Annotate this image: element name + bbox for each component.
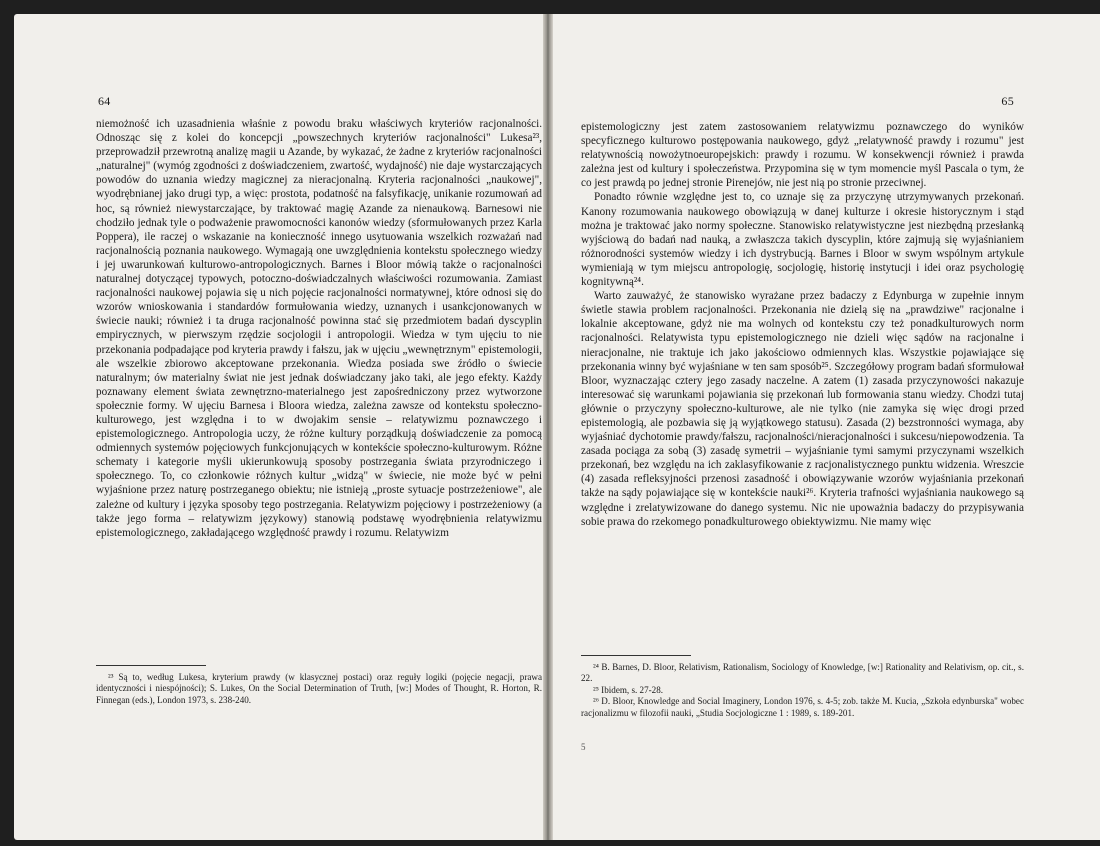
left-page-body: [96, 117, 542, 540]
right-page-body: [581, 120, 1024, 529]
footnote-separator-left: [96, 665, 206, 666]
right-paragraph-2: Ponadto równie względne jest to, co uznaje się za przyczynę utrzymywanych przekonań. Kanony rozumowania naukowego obowiązują w danej kulturze i okresie historycznym i stąd można je traktować jako normy społeczne. Stanowisko relatywistyczne jest niezbędną przesłanką wyjściową do badań nad nauką, a zwłaszcza takich dyscyplin, które zajmują się wyjaśnianiem różnorodności systemów wiedzy i ich dystrybucją. Barnes i Bloor w swym wspólnym artykule wymieniają w tym miejscu antropologię, socjologię, historię instytucji i idei oraz psychologię kognitywną²⁴.: [581, 191, 1024, 289]
page-number-right: 65: [1001, 94, 1014, 108]
footnote-24: ²⁴ B. Barnes, D. Bloor, Relativism, Rationalism, Sociology of Knowledge, [w:] Rationality and Relativism, op. cit., s. 22.: [581, 662, 1024, 684]
footnote-23: ²³ Są to, według Lukesa, kryterium prawdy (w klasycznej postaci) oraz reguły logiki (pojęcie negacji, prawa identyczności i niespójności); S. Lukes, On the Social Determination of Truth, [w:] Modes of Thought, R. Horton, R. Finnegan (eds.), London 1973, s. 238-240.: [96, 672, 542, 705]
page-number-left: 64: [98, 94, 111, 108]
right-paragraph-1: epistemologiczny jest zatem zastosowaniem relatywizmu poznawczego do wyników specyficznego kulturowo postępowania naukowego, gdyż „relatywność prawdy i rozumu" jest relatywnością nowożytnoeuropejskich: prawdy i rozumu. W konsekwencji również i prawda zależna jest od kultury i społeczeństwa. Przypomina się w tym momencie myśl Pascala o tym, że co jest prawdą po jednej stronie Pirenejów, nie jest nią po stronie przeciwnej.: [581, 121, 1024, 190]
right-paragraph-3: Warto zauważyć, że stanowisko wyrażane przez badaczy z Edynburga w zupełnie innym świetle stawia problem racjonalności. Przekonania nie dzielą się na „prawdziwe" racjonalne i lokalnie akceptowane, gdyż nie ma wolnych od kontekstu czy też ponadkulturowych norm racjonalności. Relatywista typu epistemologicznego nie dzieli więc sądów na racjonalne i nieracjonalne, nie traktuje ich jako jakościowo odmiennych klas. Wszystkie pojawiające się przekonania winny być wyjaśniane w ten sam sposób²⁵. Szczegółowy program badań sformułował Bloor, wyznaczając cztery jego zasady naczelne. A zatem (1) zasada przyczynowości nakazuje interesować się warunkami pojawiania się przekonań lub formowania stanu wiedzy. Chodzi tutaj głównie o przyczyny społeczno-kulturowe, ale nie tylko (nie zamyka się więc drogi przed epistemologią, ale pozbawia się ją wyjątkowego statusu). Zasada (2) bezstronności wymaga, aby wyjaśniać dychotomie prawdy/fałszu, racjonalności/nieracjonalności i sukcesu/niepowodzenia. Ta zasada pociąga za sobą (3) zasadę symetrii – wyjaśnianie tymi samymi przyczynami wszelkich przekonań, bez względu na ich zaklasyfikowanie z racjonalistycznego punktu widzenia. Wreszcie (4) zasada refleksyjności przenosi zasadność i obowiązywanie wzorów wyjaśniania przekonań także na sądy pojawiające się w kontekście nauki²⁶. Kryteria trafności wyjaśniania naukowego są względne i zrelatywizowane do danego systemu. Nic nie upoważnia badaczy do przypisywania sobie prawa do rzekomego ponadkulturowego obiektywizmu. Nie mamy więc: [581, 290, 1024, 528]
footnote-separator-right: [581, 655, 691, 656]
left-page: [14, 14, 543, 840]
footnote-26: ²⁶ D. Bloor, Knowledge and Social Imaginery, London 1976, s. 4-5; zob. także M. Kucia, „Szkoła edynburska" wobec racjonalizmu w filozofii nauki, „Studia Socjologiczne 1 : 1989, s. 189-201.: [581, 696, 1024, 718]
footnote-25: ²⁵ Ibidem, s. 27-28.: [593, 684, 664, 695]
stray-mark: 5: [581, 742, 586, 752]
book-gutter: [543, 14, 553, 840]
left-paragraph-1: niemożność ich uzasadnienia właśnie z powodu braku właściwych kryteriów racjonalności. Odnosząc się z kolei do koncepcji „powszechnych kryteriów racjonalności" Lukesa²³, przeprowadził przewrotną analizę magii u Azande, by wykazać, że żadne z kryteriów racjonalności „naturalnej" (wymóg zgodności z doświadczeniem, zwartość, wydajność) nie daje wystarczających powodów do uznania wiedzy magicznej za nieracjonalną. Kryteria racjonalności „naukowej", wyodrębnianej jako drugi typ, a więc: prostota, podatność na falsyfikację, unikanie rozumowań ad hoc, są również niewystarczające, by traktować magię Azande za nienaukową. Barnesowi nie chodziło jednak tyle o podważenie prawomocności kanonów wiedzy (sformułowanych przez Karla Poppera), ile raczej o wskazanie na konieczność innego usytuowania wszelkich rozważań nad racjonalnością poznania naukowego. Wymagają one uwzględnienia kontekstu społecznego wiedzy i jej uwarunkowań kulturowo-antropologicznych. Barnes i Bloor mówią także o racjonalności naturalnej dotyczącej typowych, potoczno-doświadczalnych właściwości rozumowania. Zamiast racjonalności naukowej pojawia się u nich pojęcie racjonalności normatywnej, które odnosi się do wzorów wnioskowania i standardów formułowania wiedzy, uznanych i usankcjonowanych w świecie nauki; również i ta druga racjonalność powinna stać się przedmiotem badań dyscyplin empirycznych, w pierwszym rzędzie socjologii i antropologii. Wiedza w tym ujęciu to nie przekonania podpadające pod kryteria prawdy i fałszu, jak w ujęciu „wewnętrznym" epistemologii, ale wszelkie zbiorowo akceptowane przekonania. Wiedza posiada swe źródło o świecie naturalnym; ów materialny świat nie jest jednak doświadczany jako taki, ale jego efekty. Każdy poznawany element świata zewnętrzno-materialnego jest zapośredniczony przez wytworzone społecznie formy. W ujęciu Barnesa i Bloora wiedza, zależna zawsze od kontekstu społeczno-kulturowego, jest względna i to w dwojakim sensie – relatywizmu poznawczego i epistemologicznego. Antropologia uczy, że różne kultury porządkują doświadczenie za pomocą odmiennych systemów pojęciowych funkcjonujących w kontekście społeczno-kulturowym. Różne schematy i kategorie myśli ukierunkowują sposoby postrzegania świata przyrodniczego i społecznego. To, co członkowie różnych kultur „widzą" w świecie, nie może być w pełni wyjaśnione przez naturę postrzeganego obiektu; nie istnieją „proste sytuacje postrzeżeniowe", ale zależne od kultury i języka sposoby tego postrzegania. Relatywizm pojęciowy i postrzeżeniowy (a także jego forma – relatywizm językowy) stanowią podstawę wyodrębnienia relatywizmu epistemologicznego, zakładającego względność prawdy i rozumu. Relatywizm: [96, 118, 542, 539]
right-page: [553, 14, 1100, 840]
footnotes-left: [96, 672, 542, 706]
footnotes-right: [581, 662, 1024, 719]
